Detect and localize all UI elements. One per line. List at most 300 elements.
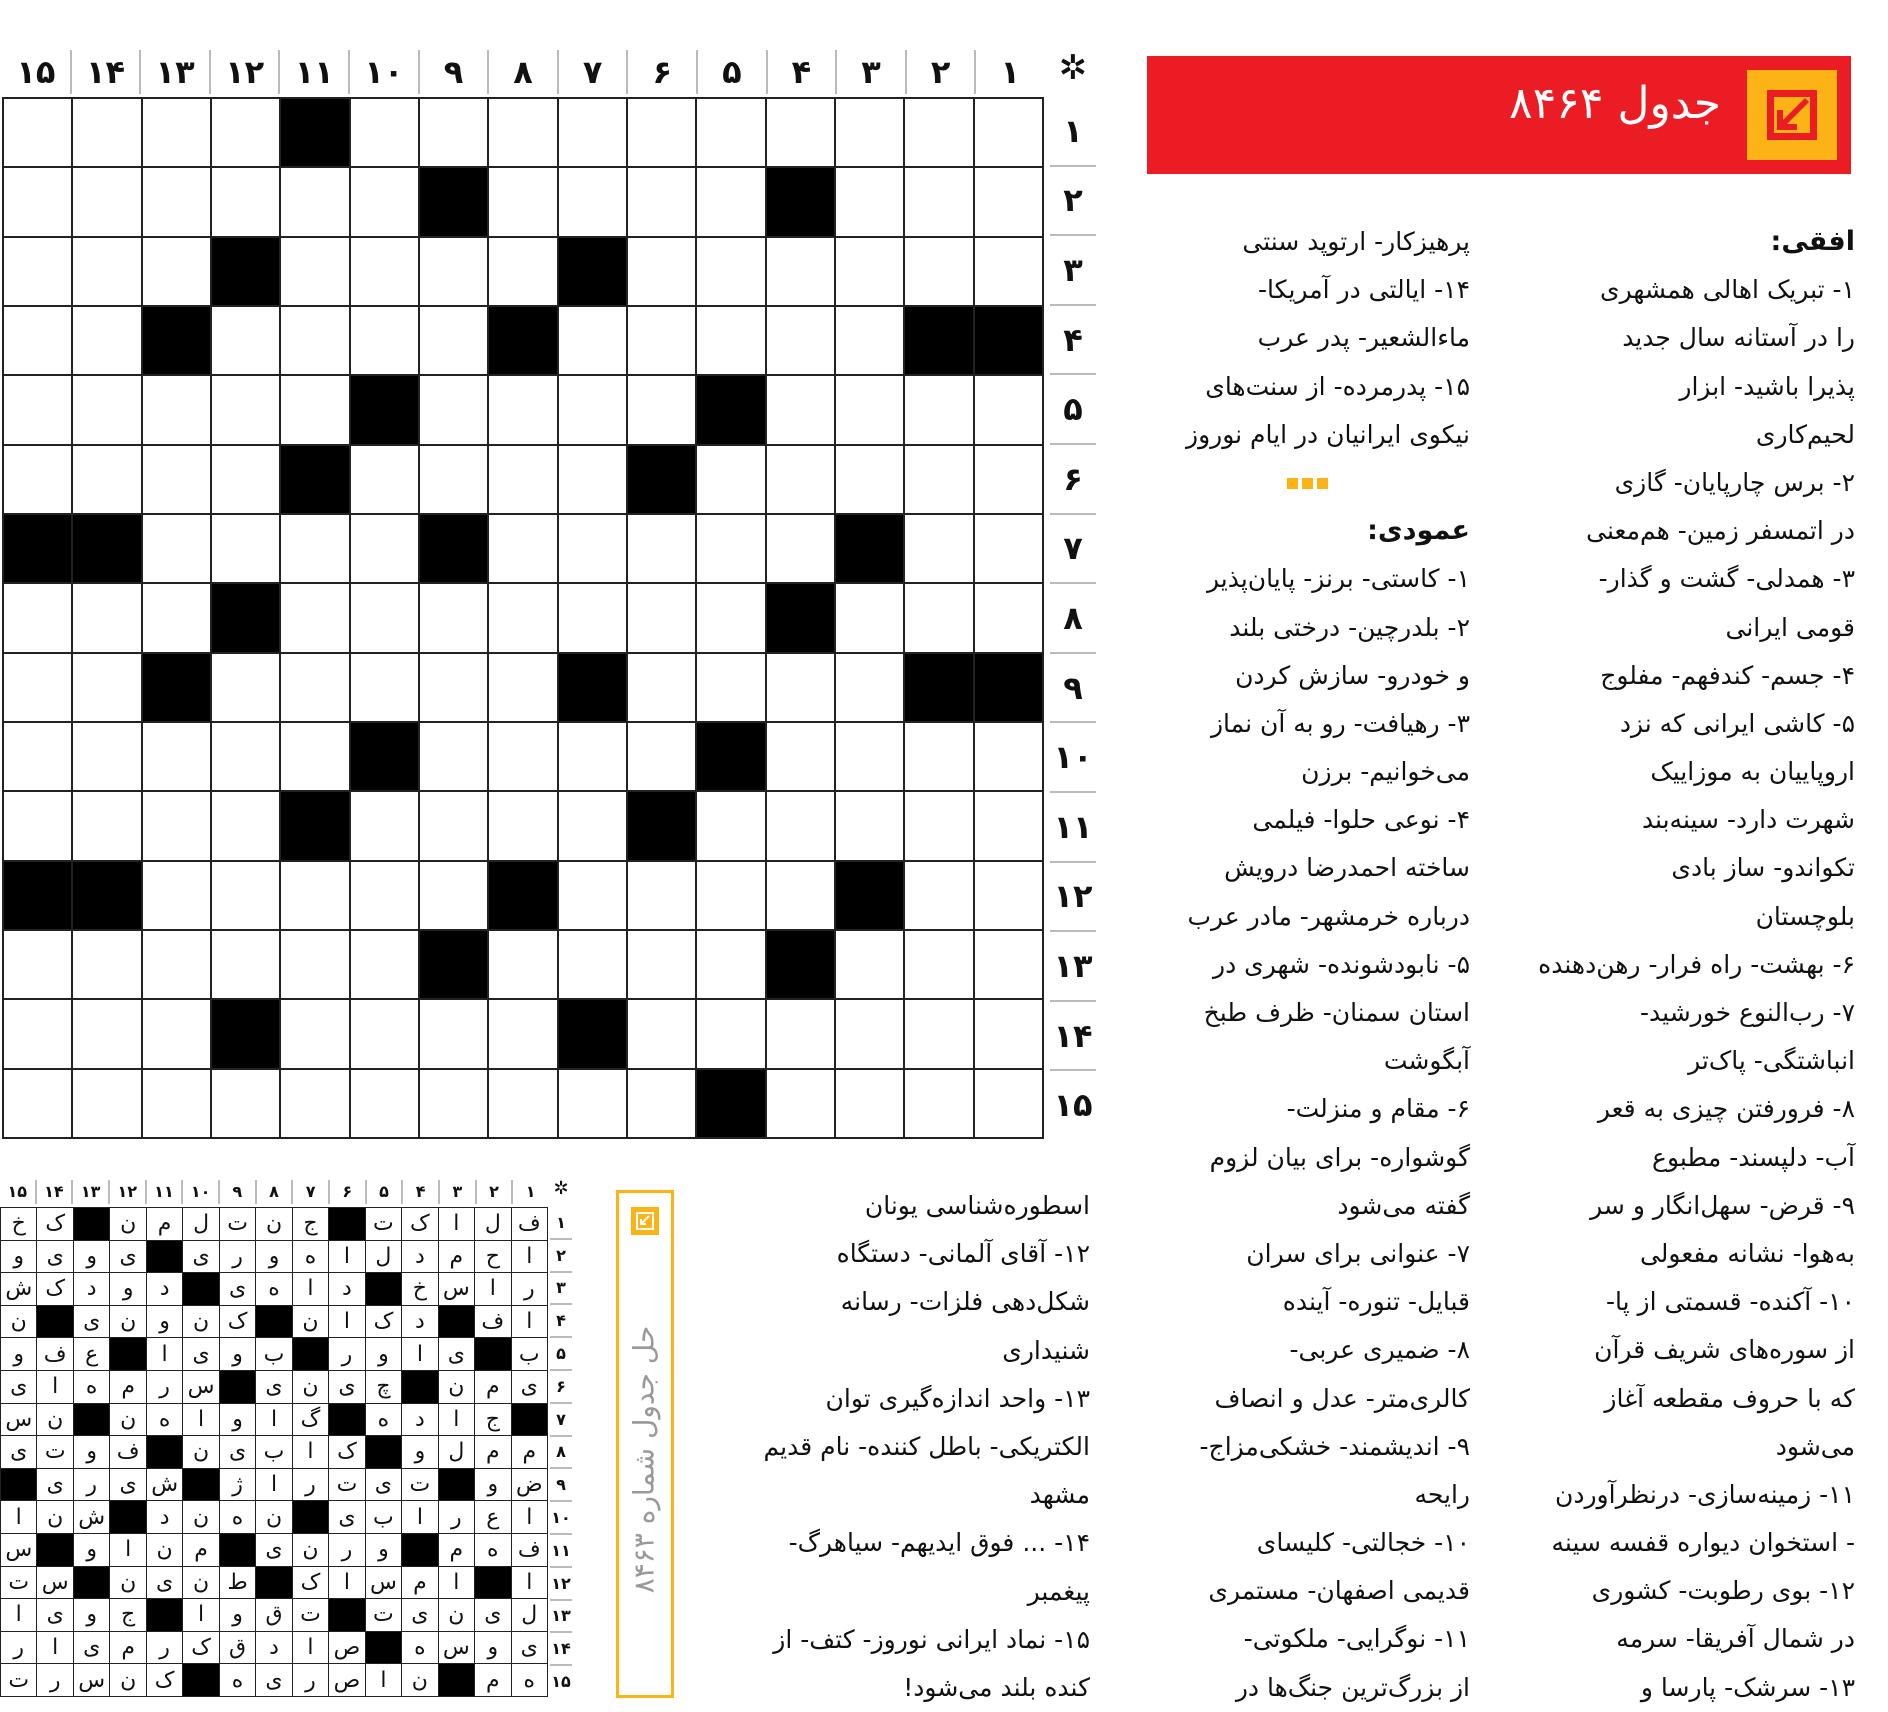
grid-cell[interactable] (628, 1000, 695, 1067)
solution-letter: م (512, 1436, 547, 1468)
solution-letter: ل (512, 1599, 547, 1631)
clue-line: می‌خوانیم- برزن (1301, 757, 1470, 787)
grid-cell[interactable] (975, 931, 1042, 998)
grid-cell[interactable] (836, 238, 903, 305)
grid-cell[interactable] (73, 99, 140, 166)
grid-cell[interactable] (420, 99, 487, 166)
solution-letter: س (366, 1567, 401, 1599)
row-number: ۲ (550, 1240, 572, 1273)
solution-letter: ن (147, 1534, 182, 1566)
clue-line: ۶- مقام و منزلت- (1286, 1094, 1470, 1124)
grid-cell[interactable] (143, 1000, 210, 1067)
grid-cell[interactable] (628, 238, 695, 305)
grid-cell[interactable] (975, 99, 1042, 166)
grid-cell[interactable] (281, 931, 348, 998)
grid-cell[interactable] (905, 862, 972, 929)
solution-letter: ت (220, 1208, 255, 1240)
grid-cell[interactable] (420, 446, 487, 513)
grid-cell[interactable] (767, 1000, 834, 1067)
grid-cell[interactable] (767, 792, 834, 859)
grid-cell[interactable] (905, 515, 972, 582)
row-number: ۱۱ (1050, 793, 1096, 863)
grid-cell[interactable] (212, 446, 279, 513)
grid-cell[interactable] (975, 862, 1042, 929)
grid-cell[interactable] (351, 99, 418, 166)
solution-letter: ا (256, 1404, 291, 1436)
clue-line: به‌هوا- نشانه مفعولی (1639, 1238, 1855, 1268)
grid-cell[interactable] (559, 446, 626, 513)
grid-cell[interactable] (836, 792, 903, 859)
grid-cell[interactable] (489, 931, 556, 998)
grid-cell[interactable] (975, 792, 1042, 859)
solution-letter: ی (512, 1371, 547, 1403)
clue-line: قدیمی اصفهان- مستمری (1208, 1576, 1470, 1606)
grid-cell[interactable] (143, 723, 210, 790)
solution-letter: گ (293, 1404, 328, 1436)
grid-cell[interactable] (4, 168, 71, 235)
solution-letter: خ (402, 1273, 437, 1305)
clue-line: - استخوان دیواره قفسه سینه (1551, 1528, 1855, 1558)
grid-cell[interactable] (351, 307, 418, 374)
grid-cell[interactable] (836, 584, 903, 651)
grid-cell[interactable] (73, 307, 140, 374)
grid-cell[interactable] (697, 515, 764, 582)
solution-black-cell (402, 1534, 437, 1566)
solution-black-cell (1, 1469, 36, 1501)
solution-letter: ع (74, 1338, 109, 1370)
grid-cell[interactable] (281, 654, 348, 721)
grid-cell[interactable] (489, 376, 556, 443)
grid-cell[interactable] (351, 446, 418, 513)
grid-cell[interactable] (697, 99, 764, 166)
solution-letter: ن (256, 1208, 291, 1240)
clue-line: ۵- کاشی ایرانی که نزد (1619, 708, 1855, 738)
grid-cell[interactable] (351, 168, 418, 235)
solution-letter: ن (37, 1501, 72, 1533)
grid-cell[interactable] (628, 99, 695, 166)
grid-cell[interactable] (905, 168, 972, 235)
grid-cell[interactable] (628, 723, 695, 790)
grid-cell[interactable] (212, 168, 279, 235)
grid-cell[interactable] (767, 307, 834, 374)
grid-cell[interactable] (420, 654, 487, 721)
grid-cell[interactable] (905, 584, 972, 651)
solution-black-cell (37, 1306, 72, 1338)
grid-cell[interactable] (143, 792, 210, 859)
solution-letter: س (1, 1534, 36, 1566)
black-cell (559, 1000, 626, 1067)
grid-cell[interactable] (767, 515, 834, 582)
grid-cell[interactable] (559, 307, 626, 374)
grid-cell[interactable] (628, 307, 695, 374)
grid-cell[interactable] (489, 1070, 556, 1137)
clue-line: کنده بلند می‌شود! (903, 1672, 1090, 1702)
grid-cell[interactable] (697, 446, 764, 513)
grid-cell[interactable] (975, 238, 1042, 305)
clue-line: شکل‌دهی فلزات- رسانه (840, 1287, 1090, 1317)
grid-cell[interactable] (836, 99, 903, 166)
grid-cell[interactable] (559, 723, 626, 790)
grid-cell[interactable] (281, 168, 348, 235)
column-number: ۱۲ (209, 50, 279, 94)
grid-cell[interactable] (420, 862, 487, 929)
grid-cell[interactable] (905, 723, 972, 790)
solution-letter: ک (366, 1306, 401, 1338)
grid-cell[interactable] (4, 238, 71, 305)
solution-letter: ر (512, 1273, 547, 1305)
grid-cell[interactable] (420, 1070, 487, 1137)
solution-black-cell (183, 1664, 218, 1696)
clue-line: اسطوره‌شناسی یونان (864, 1191, 1090, 1220)
grid-cell[interactable] (4, 376, 71, 443)
grid-cell[interactable] (559, 1070, 626, 1137)
clue-line: گفته می‌شود (1337, 1190, 1470, 1220)
black-cell (767, 931, 834, 998)
grid-cell[interactable] (836, 723, 903, 790)
grid-cell[interactable] (212, 1070, 279, 1137)
grid-cell[interactable] (143, 168, 210, 235)
column-number: ۱ (511, 1180, 548, 1204)
grid-cell[interactable] (767, 446, 834, 513)
solution-letter: ن (110, 1567, 145, 1599)
grid-cell[interactable] (767, 862, 834, 929)
grid-cell[interactable] (351, 515, 418, 582)
clue-line: در اتمسفر زمین- هم‌معنی (1586, 516, 1855, 546)
solution-letter: ک (183, 1632, 218, 1664)
grid-cell[interactable] (975, 1000, 1042, 1067)
row-number: ۶ (550, 1371, 572, 1404)
solution-letter: ن (1, 1306, 36, 1338)
grid-cell[interactable] (4, 99, 71, 166)
solution-black-cell (110, 1501, 145, 1533)
grid-cell[interactable] (697, 792, 764, 859)
grid-cell[interactable] (975, 723, 1042, 790)
grid-cell[interactable] (4, 792, 71, 859)
solution-letter: و (74, 1241, 109, 1273)
grid-cell[interactable] (281, 515, 348, 582)
solution-letter: ن (183, 1306, 218, 1338)
clue-line: ۱۴- ایالتی در آمریکا- (1258, 275, 1470, 305)
grid-cell[interactable] (212, 723, 279, 790)
grid-cell[interactable] (559, 99, 626, 166)
column-number: ۸ (255, 1180, 292, 1204)
grid-cell[interactable] (489, 654, 556, 721)
grid-cell[interactable] (73, 376, 140, 443)
grid-cell[interactable] (628, 376, 695, 443)
grid-cell[interactable] (73, 1000, 140, 1067)
clue-line: ساخته احمدرضا درویش (1224, 853, 1470, 883)
solution-letter: ل (439, 1436, 474, 1468)
grid-cell[interactable] (420, 584, 487, 651)
solution-letter: ن (293, 1306, 328, 1338)
solution-letter: ص (329, 1632, 364, 1664)
grid-cell[interactable] (975, 446, 1042, 513)
grid-cell[interactable] (351, 931, 418, 998)
grid-cell[interactable] (281, 307, 348, 374)
grid-cell[interactable] (628, 168, 695, 235)
grid-cell[interactable] (489, 515, 556, 582)
clue-line: ۳- رهیافت- رو به آن نماز (1210, 708, 1470, 738)
grid-cell[interactable] (559, 931, 626, 998)
grid-cell[interactable] (836, 654, 903, 721)
grid-cell[interactable] (767, 376, 834, 443)
solution-row-numbers (550, 1207, 572, 1697)
grid-cell[interactable] (281, 723, 348, 790)
grid-cell[interactable] (143, 99, 210, 166)
row-number: ۱۰ (1050, 723, 1096, 793)
grid-cell[interactable] (697, 931, 764, 998)
grid-cell[interactable] (420, 792, 487, 859)
grid-cell[interactable] (351, 1070, 418, 1137)
solution-letter: ا (183, 1599, 218, 1631)
solution-letter: ر (220, 1241, 255, 1273)
black-cell (351, 376, 418, 443)
grid-cell[interactable] (905, 792, 972, 859)
grid-cell[interactable] (767, 238, 834, 305)
grid-cell[interactable] (905, 1000, 972, 1067)
grid-cell[interactable] (351, 654, 418, 721)
grid-cell[interactable] (905, 931, 972, 998)
solution-letter: ی (366, 1469, 401, 1501)
solution-letter: ا (256, 1469, 291, 1501)
solution-letter: ی (1, 1436, 36, 1468)
grid-cell[interactable] (628, 515, 695, 582)
grid-cell[interactable] (4, 307, 71, 374)
solution-letter: و (74, 1534, 109, 1566)
grid-cell[interactable] (628, 584, 695, 651)
grid-cell[interactable] (975, 1070, 1042, 1137)
grid-cell[interactable] (420, 723, 487, 790)
grid-cell[interactable] (905, 446, 972, 513)
solution-letter: ت (402, 1469, 437, 1501)
solution-letter: م (475, 1436, 510, 1468)
solution-letter: ر (147, 1632, 182, 1664)
grid-cell[interactable] (420, 376, 487, 443)
grid-cell[interactable] (143, 376, 210, 443)
solution-black-cell (37, 1534, 72, 1566)
column-number: ۱۳ (139, 50, 209, 94)
grid-cell[interactable] (143, 1070, 210, 1137)
grid-cell[interactable] (836, 376, 903, 443)
solution-letter: ک (402, 1208, 437, 1240)
grid-cell[interactable] (4, 723, 71, 790)
grid-cell[interactable] (4, 446, 71, 513)
black-cell (4, 862, 71, 929)
grid-cell[interactable] (212, 654, 279, 721)
main-column-numbers (2, 50, 1044, 94)
solution-black-cell (110, 1338, 145, 1370)
grid-cell[interactable] (836, 446, 903, 513)
grid-cell[interactable] (489, 584, 556, 651)
clue-line: ۸- فرورفتن چیزی به قعر (1597, 1094, 1855, 1124)
grid-cell[interactable] (975, 584, 1042, 651)
grid-cell[interactable] (628, 862, 695, 929)
grid-cell[interactable] (212, 307, 279, 374)
grid-cell[interactable] (975, 515, 1042, 582)
grid-cell[interactable] (73, 446, 140, 513)
grid-cell[interactable] (489, 723, 556, 790)
clue-line: الکتریکی- باطل کننده- نام قدیم (763, 1431, 1090, 1461)
solution-letter: و (366, 1534, 401, 1566)
grid-cell[interactable] (212, 515, 279, 582)
grid-cell[interactable] (767, 723, 834, 790)
row-number: ۱۴ (1050, 1002, 1096, 1072)
grid-cell[interactable] (351, 584, 418, 651)
solution-letter: ا (439, 1404, 474, 1436)
grid-cell[interactable] (281, 1070, 348, 1137)
solution-letter: و (402, 1436, 437, 1468)
solution-letter: ص (329, 1664, 364, 1696)
grid-cell[interactable] (628, 931, 695, 998)
grid-cell[interactable] (697, 862, 764, 929)
grid-cell[interactable] (351, 238, 418, 305)
grid-cell[interactable] (836, 1070, 903, 1137)
grid-cell[interactable] (697, 584, 764, 651)
row-number: ۱۵ (551, 1672, 571, 1692)
grid-cell[interactable] (212, 99, 279, 166)
grid-cell[interactable] (281, 238, 348, 305)
grid-cell[interactable] (73, 931, 140, 998)
solution-letter: ر (74, 1469, 109, 1501)
row-number: ۱۳ (1050, 932, 1096, 1002)
grid-cell[interactable] (73, 723, 140, 790)
grid-cell[interactable] (905, 238, 972, 305)
grid-cell[interactable] (836, 168, 903, 235)
grid-cell[interactable] (905, 99, 972, 166)
solution-black-cell (329, 1599, 364, 1631)
clue-line: را در آستانه سال جدید (1622, 323, 1855, 353)
grid-cell[interactable] (420, 238, 487, 305)
grid-cell[interactable] (143, 238, 210, 305)
grid-cell[interactable] (4, 1070, 71, 1137)
grid-cell[interactable] (559, 792, 626, 859)
clue-line: پذیرا باشید- ابزار (1679, 371, 1855, 401)
grid-cell[interactable] (281, 862, 348, 929)
grid-cell[interactable] (697, 654, 764, 721)
grid-cell[interactable] (697, 238, 764, 305)
grid-cell[interactable] (628, 654, 695, 721)
grid-cell[interactable] (489, 1000, 556, 1067)
solution-letter: ن (183, 1501, 218, 1533)
solution-letter: ن (439, 1599, 474, 1631)
grid-cell[interactable] (628, 1070, 695, 1137)
grid-cell[interactable] (73, 654, 140, 721)
grid-cell[interactable] (767, 99, 834, 166)
grid-cell[interactable] (73, 584, 140, 651)
grid-cell[interactable] (697, 168, 764, 235)
grid-cell[interactable] (4, 584, 71, 651)
grid-cell[interactable] (281, 376, 348, 443)
clue-line: ۴- نوعی حلوا- فیلمی (1252, 805, 1470, 835)
grid-cell[interactable] (420, 307, 487, 374)
solution-black-cell (402, 1371, 437, 1403)
grid-cell[interactable] (489, 792, 556, 859)
column-number: ۴ (766, 50, 836, 94)
grid-cell[interactable] (559, 515, 626, 582)
grid-cell[interactable] (559, 168, 626, 235)
clue-line: ۱۵- پدرمرده- از سنت‌های (1205, 371, 1470, 401)
arrow-down-left-icon (1747, 70, 1837, 160)
grid-cell[interactable] (905, 1070, 972, 1137)
grid-cell[interactable] (73, 1070, 140, 1137)
solution-letter: ا (512, 1567, 547, 1599)
grid-cell[interactable] (4, 931, 71, 998)
solution-letter: ی (110, 1469, 145, 1501)
grid-cell[interactable] (697, 307, 764, 374)
grid-cell[interactable] (559, 376, 626, 443)
black-cell (905, 654, 972, 721)
grid-cell[interactable] (836, 307, 903, 374)
grid-cell[interactable] (767, 1070, 834, 1137)
grid-cell[interactable] (281, 584, 348, 651)
solution-letter: ل (475, 1208, 510, 1240)
solution-letter: ی (147, 1567, 182, 1599)
solution-black-cell (366, 1436, 401, 1468)
grid-cell[interactable] (281, 1000, 348, 1067)
grid-cell[interactable] (73, 238, 140, 305)
clue-line: ۱۴- ... فوق ایدیهم- سیاهرگ- (788, 1528, 1090, 1558)
grid-cell[interactable] (351, 862, 418, 929)
solution-letter: و (220, 1404, 255, 1436)
grid-cell[interactable] (351, 792, 418, 859)
grid-cell[interactable] (489, 238, 556, 305)
grid-cell[interactable] (975, 168, 1042, 235)
grid-cell[interactable] (143, 446, 210, 513)
grid-cell[interactable] (351, 1000, 418, 1067)
grid-cell[interactable] (212, 792, 279, 859)
clue-line: ۹- اندیشمند- خشکی‌مزاج- (1199, 1431, 1470, 1461)
grid-cell[interactable] (143, 515, 210, 582)
solution-letter: ی (256, 1664, 291, 1696)
solution-letter: ف (110, 1436, 145, 1468)
grid-cell[interactable] (559, 862, 626, 929)
clue-line: کالری‌متر- عدل و انصاف (1214, 1383, 1470, 1413)
solution-black-cell (183, 1273, 218, 1305)
grid-cell[interactable] (489, 99, 556, 166)
main-row-numbers (1050, 97, 1096, 1139)
grid-cell[interactable] (73, 792, 140, 859)
grid-cell[interactable] (767, 654, 834, 721)
grid-cell[interactable] (212, 862, 279, 929)
solution-letter: د (402, 1241, 437, 1273)
grid-cell[interactable] (143, 584, 210, 651)
row-number: ۸ (550, 1437, 572, 1470)
grid-cell[interactable] (4, 654, 71, 721)
grid-cell[interactable] (559, 584, 626, 651)
grid-cell[interactable] (212, 931, 279, 998)
grid-cell[interactable] (836, 931, 903, 998)
column-number: ۱۵ (7, 1182, 28, 1201)
clue-line: که با حروف مقطعه آغاز (1604, 1383, 1855, 1413)
solution-letter: ا (293, 1436, 328, 1468)
black-cell (975, 654, 1042, 721)
grid-cell[interactable] (212, 376, 279, 443)
grid-cell[interactable] (143, 931, 210, 998)
grid-cell[interactable] (143, 862, 210, 929)
grid-cell[interactable] (975, 376, 1042, 443)
solution-letter: ت (1, 1664, 36, 1696)
grid-cell[interactable] (4, 1000, 71, 1067)
grid-cell[interactable] (489, 446, 556, 513)
solution-letter: ا (147, 1338, 182, 1370)
grid-cell[interactable] (836, 1000, 903, 1067)
grid-cell[interactable] (420, 1000, 487, 1067)
grid-cell[interactable] (73, 168, 140, 235)
grid-cell[interactable] (489, 168, 556, 235)
grid-cell[interactable] (905, 376, 972, 443)
grid-cell[interactable] (697, 1000, 764, 1067)
solution-letter: ن (110, 1664, 145, 1696)
